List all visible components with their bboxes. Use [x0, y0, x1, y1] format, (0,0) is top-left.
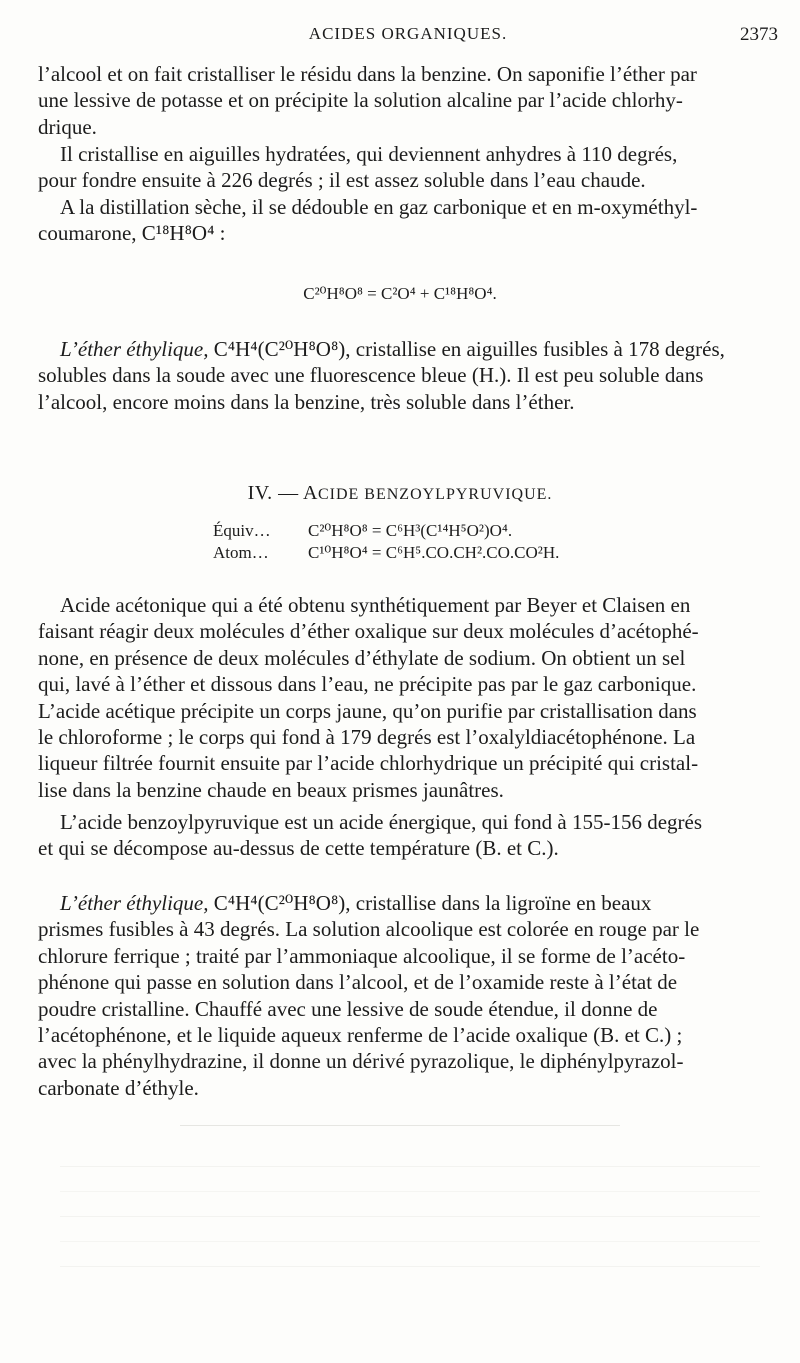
running-title: ACIDES ORGANIQUES.	[308, 24, 508, 43]
running-header	[38, 24, 778, 50]
text-line: Acide acétonique qui a été obtenu synthétiquement par Beyer et Claisen en	[60, 593, 691, 617]
text-line: none, en présence de deux molécules d’éthylate de sodium. On obtient un sel	[38, 645, 686, 670]
text-line: prismes fusibles à 43 degrés. La solution alcoolique est colorée en rouge par le	[38, 917, 700, 942]
text-line: L’acide benzoylpyruvique est un acide énergique, qui fond à 155-156 degrés	[60, 810, 703, 834]
text-line: qui, lavé à l’éther et dissous dans l’eau, ne précipite pas par le gaz carbonique.	[38, 672, 697, 697]
text-line: phénone qui passe en solution dans l’alcool, et de l’oxamide reste à l’état de	[38, 970, 678, 995]
text-line: l’alcool, encore moins dans la benzine, très soluble dans l’éther.	[38, 389, 575, 414]
text-line: l’alcool et on fait cristalliser le résidu dans la benzine. On saponifie l’éther par	[38, 62, 697, 86]
text-line: coumarone, C¹⁸H⁸O⁴ :	[38, 221, 226, 246]
text-line: pour fondre ensuite à 226 degrés ; il est assez soluble dans l’eau chaude.	[38, 168, 646, 193]
paragraph-crystallisation	[38, 141, 778, 194]
formula-label: Atom…	[213, 543, 269, 562]
italic-term: L’éther éthylique,	[60, 891, 209, 915]
text-line: drique.	[38, 114, 97, 139]
text-line: A la distillation sèche, il se dédouble en gaz carbonique et en m-oxyméthyl-	[60, 195, 698, 219]
formula-block	[213, 520, 559, 564]
text-line	[38, 336, 778, 362]
paragraph-ether-ethylique-1	[38, 336, 778, 415]
text-line	[38, 890, 778, 916]
text-span: C⁴H⁴(C²⁰H⁸O⁸), cristallise dans la ligroïne en beaux	[208, 891, 652, 915]
paragraph-distillation	[38, 194, 778, 247]
section-heading	[0, 482, 800, 505]
section-numeral: IV. — A	[247, 482, 318, 504]
italic-term: L’éther éthylique,	[60, 337, 209, 361]
text-line: faisant réagir deux molécules d’éther oxalique sur deux molécules d’acétophé-	[38, 619, 699, 644]
show-through-rule	[180, 1125, 620, 1126]
formula-value: C¹⁰H⁸O⁴ = C⁶H⁵.CO.CH².CO.CO²H.	[308, 543, 560, 562]
text-line: liqueur filtrée fournit ensuite par l’acide chlorhydrique un précipité qui cristal-	[38, 751, 699, 776]
paragraph-saponification	[38, 61, 778, 140]
text-line: poudre cristalline. Chauffé avec une lessive de soude étendue, il donne de	[38, 996, 658, 1021]
text-line: L’acide acétique précipite un corps jaune, qu’on purifie par cristallisation dans	[38, 698, 697, 723]
page-number: 2373	[740, 24, 778, 45]
formula-row-equiv	[213, 520, 559, 542]
formula-row-atom	[213, 542, 559, 564]
text-line: l’acétophénone, et le liquide aqueux renferme de l’acide oxalique (B. et C.) ;	[38, 1023, 683, 1048]
section-title-smallcaps: CIDE BENZOYLPYRUVIQUE.	[317, 486, 553, 503]
formula-label: Équiv…	[213, 521, 271, 540]
text-line: carbonate d’éthyle.	[38, 1075, 199, 1100]
text-line: le chloroforme ; le corps qui fond à 179 degrés est l’oxalyldiacétophénone. La	[38, 725, 696, 750]
paragraph-ether-ethylique-2	[38, 890, 778, 1101]
equation-decomposition: C²⁰H⁸O⁸ = C²O⁴ + C¹⁸H⁸O⁴.	[303, 284, 497, 303]
text-line: chlorure ferrique ; traité par l’ammoniaque alcoolique, il se forme de l’acéto-	[38, 943, 686, 968]
text-line: et qui se décompose au-dessus de cette température (B. et C.).	[38, 836, 559, 861]
paragraph-properties	[38, 809, 778, 862]
text-span: C⁴H⁴(C²⁰H⁸O⁸), cristallise en aiguilles fusibles à 178 degrés,	[208, 337, 725, 361]
text-line: Il cristallise en aiguilles hydratées, qui deviennent anhydres à 110 degrés,	[60, 142, 678, 166]
text-line: avec la phénylhydrazine, il donne un dérivé pyrazolique, le diphénylpyrazol-	[38, 1049, 684, 1074]
paragraph-synthesis	[38, 592, 778, 803]
formula-value: C²⁰H⁸O⁸ = C⁶H³(C¹⁴H⁵O²)O⁴.	[308, 521, 513, 540]
text-line: solubles dans la soude avec une fluorescence bleue (H.). Il est peu soluble dans	[38, 363, 704, 388]
text-line: une lessive de potasse et on précipite la solution alcaline par l’acide chlorhy-	[38, 88, 683, 113]
show-through-texture	[60, 1160, 760, 1300]
text-line: lise dans la benzine chaude en beaux prismes jaunâtres.	[38, 777, 504, 802]
